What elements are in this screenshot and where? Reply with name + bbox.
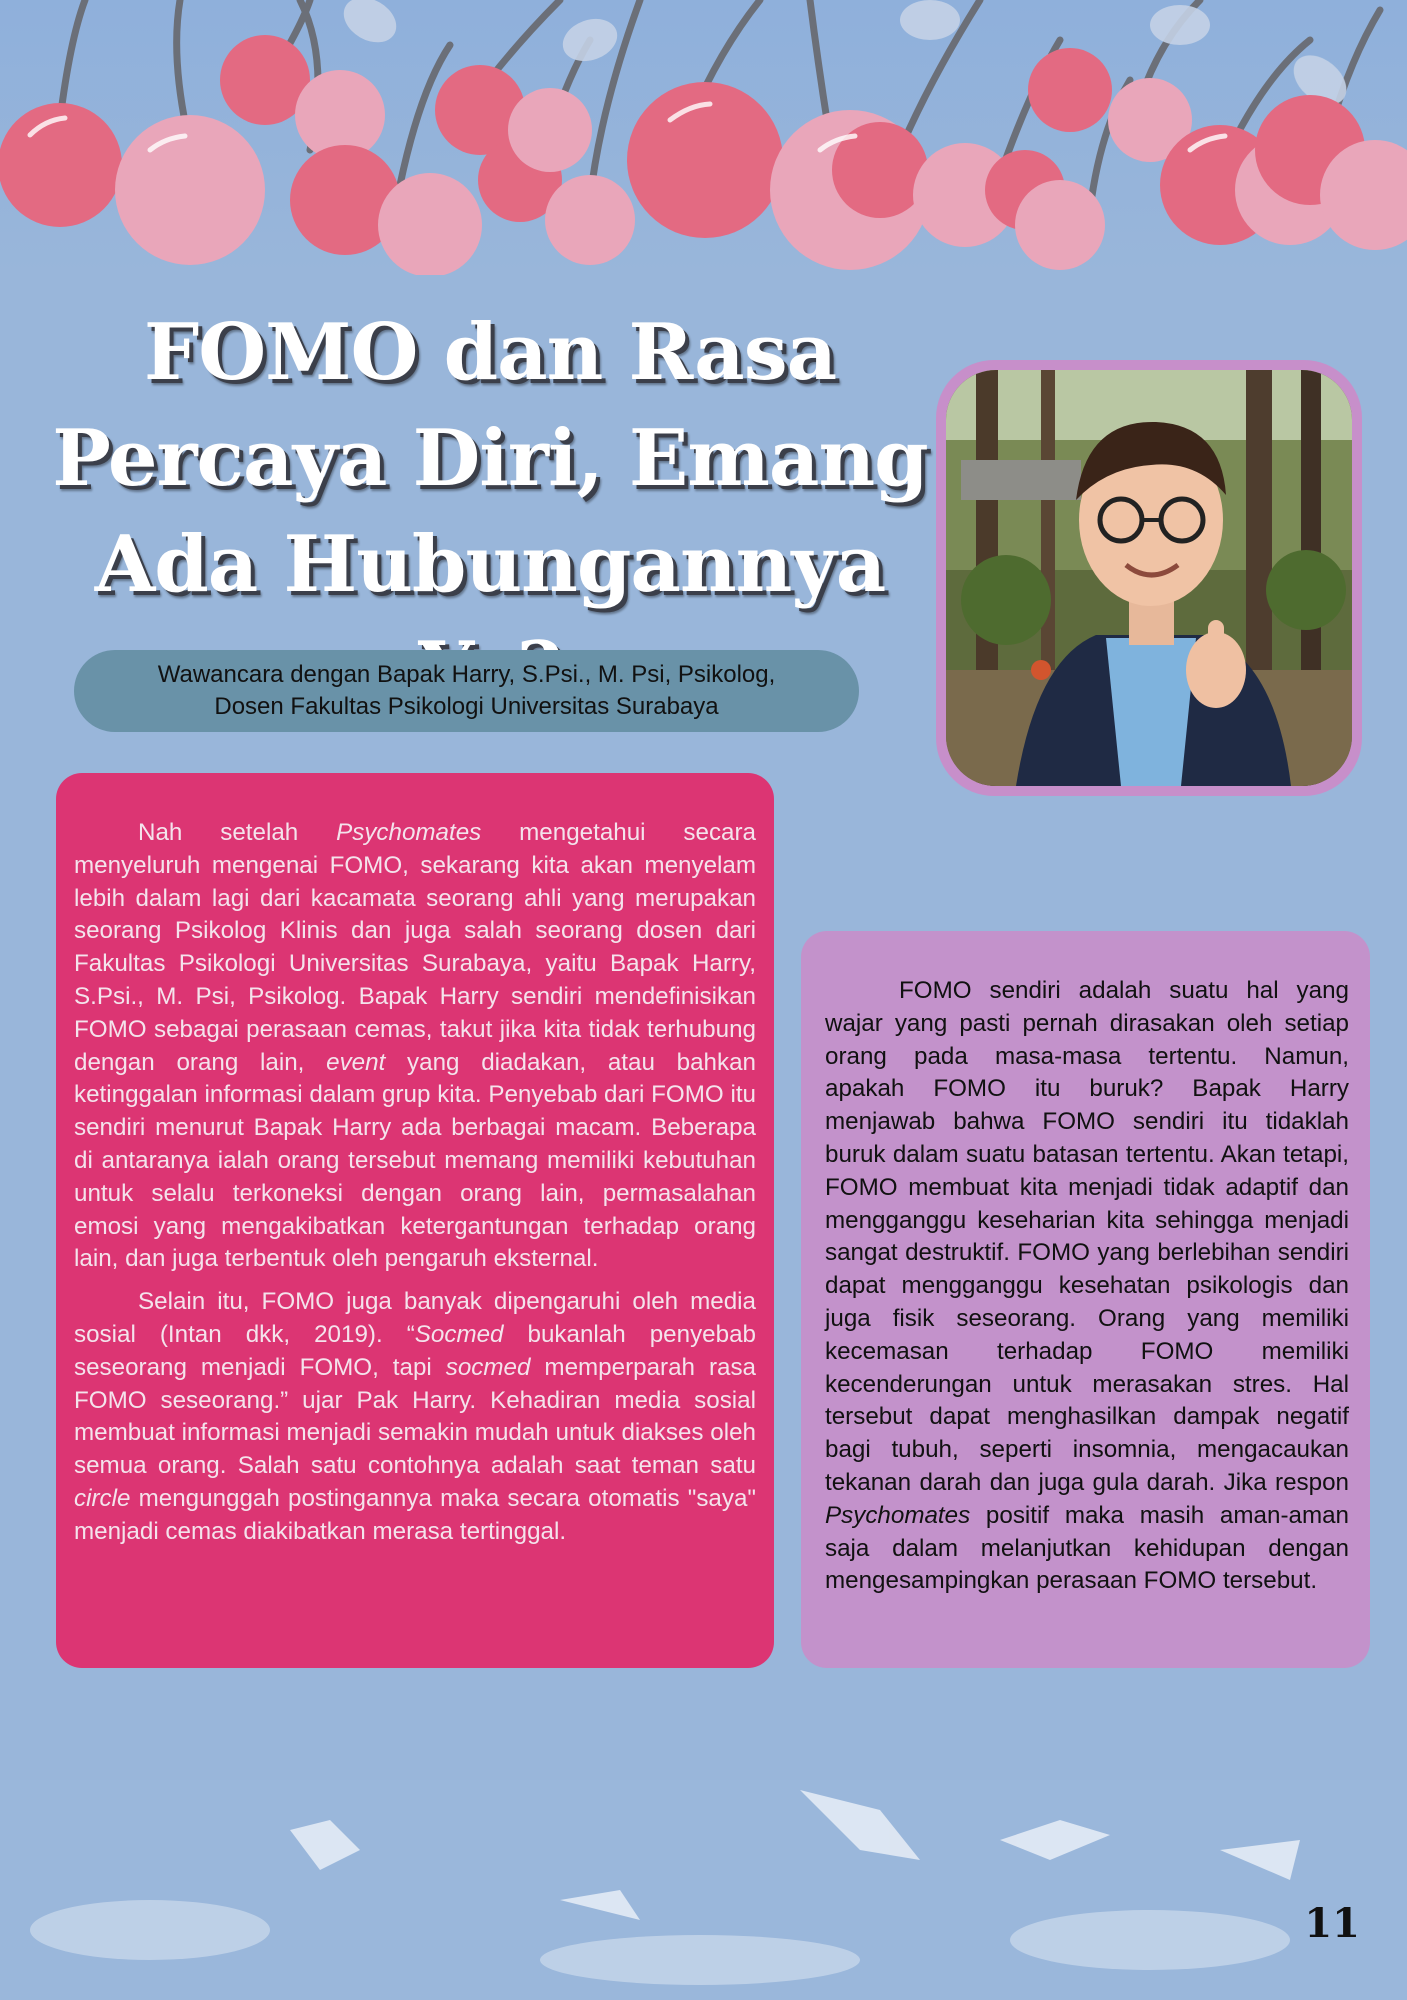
subtitle-line-2: Dosen Fakultas Psikologi Universitas Surabaya (214, 693, 719, 720)
interview-subtitle (74, 650, 859, 732)
emphasis-psychomates: Psychomates (825, 1501, 971, 1529)
bottom-texture (0, 1780, 1407, 2000)
left-paragraph-1: Nah setelah Psychomates mengetahui secara menyeluruh mengenai FOMO, sekarang kita akan menyelam lebih dalam lagi dari kacamata seorang ahli yang merupakan seorang Psikolog Klinis dan juga salah seorang dosen dari Fakultas Psikologi Universitas Surabaya, yaitu Bapak Harry, S.Psi., M. Psi, Psikolog. Bapak Harry sendiri mendefinisikan FOMO sebagai perasaan cemas, takut jika kita tidak terhubung dengan orang lain, event yang diadakan, atau bahkan ketinggalan informasi dalam grup kita. Penyebab dari FOMO itu sendiri menurut Bapak Harry ada berbagai macam. Beberapa di antaranya ialah orang tersebut memang memiliki kebutuhan untuk selalu terkoneksi dengan orang lain, permasalahan emosi yang mengakibatkan ketergantungan terhadap orang lain, dan juga terbentuk oleh pengaruh eksternal. (74, 819, 756, 1273)
portrait-image (946, 370, 1352, 786)
title-line-1: FOMO dan Rasa (143, 307, 837, 398)
right-paragraph-1: FOMO sendiri adalah suatu hal yang wajar yang pasti pernah dirasakan oleh setiap orang pada masa-masa tertentu. Namun, apakah FOMO itu buruk? Bapak Harry menjawab bahwa FOMO sendiri itu tidaklah buruk dalam suatu batasan tertentu. Akan tetapi, FOMO membuat kita menjadi tidak adaptif dan mengganggu keseharian kita sehingga menjadi sangat destruktif. FOMO yang berlebihan sendiri dapat mengganggu kesehatan psikologis dan juga fisik seseorang. Orang yang memiliki kecemasan terhadap FOMO memiliki kecenderungan untuk merasakan stres. Hal tersebut dapat menghasilkan dampak negatif bagi tubuh, seperti insomnia, mengacaukan tekanan darah dan juga gula darah. Jika respon Psychomates positif maka masih aman-aman saja dalam melanjutkan kehidupan dengan mengesampingkan perasaan FOMO tersebut. (825, 977, 1349, 1595)
left-text-box (56, 773, 774, 1668)
interviewee-photo (946, 370, 1352, 786)
emphasis-socmed-2: socmed (445, 1353, 531, 1381)
left-paragraph-2: Selain itu, FOMO juga banyak dipengaruhi oleh media sosial (Intan dkk, 2019). “Socmed bukanlah penyebab seseorang menjadi FOMO, tapi socmed memperparah rasa FOMO seseorang.” ujar Pak Harry. Kehadiran media sosial membuat informasi menjadi semakin mudah untuk diakses oleh semua orang. Salah satu contohnya adalah saat teman satu circle mengunggah postingannya maka secara otomatis "saya" menjadi cemas diakibatkan merasa tertinggal. (74, 1288, 757, 1545)
right-text-box (801, 931, 1370, 1668)
emphasis-circle: circle (74, 1484, 131, 1512)
emphasis-psychomates: Psychomates (336, 819, 482, 846)
title-line-3: Ada Hubungannya (94, 519, 886, 610)
emphasis-event: event (326, 1048, 386, 1076)
subtitle-line-1: Wawancara dengan Bapak Harry, S.Psi., M. Psi, Psikolog, (157, 661, 776, 688)
page-number: 11 (1304, 1900, 1360, 1947)
title-line-2: Percaya Diri, Emang (52, 413, 928, 504)
emphasis-socmed: Socmed (414, 1320, 504, 1348)
cherry-decoration (0, 0, 1407, 275)
